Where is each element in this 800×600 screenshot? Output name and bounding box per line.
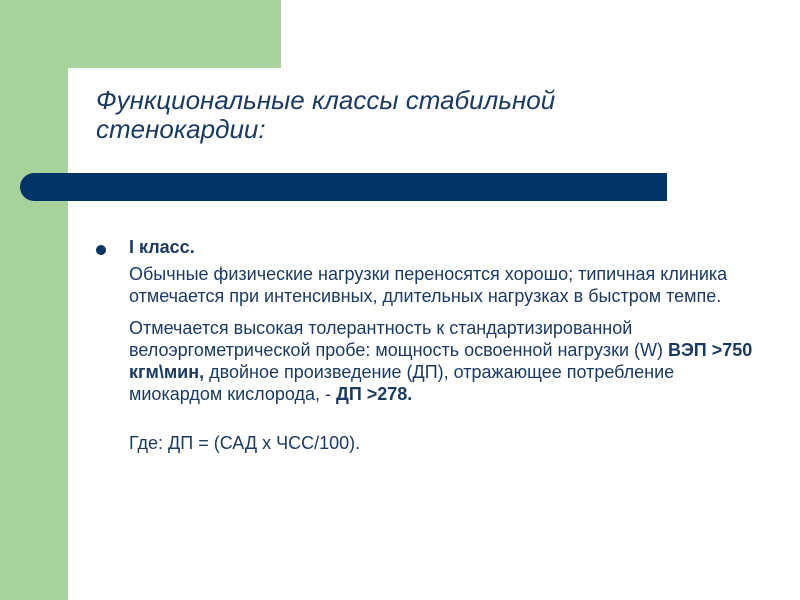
paragraph-2-text-1: Отмечается высокая толерантность к стандартизированной велоэргометрической пробе: мощность освоенной нагрузки (W) [129,318,668,360]
formula-line: Где: ДП = (САД х ЧСС/100). [129,433,361,453]
paragraph-2 [129,317,769,405]
title-divider-bar [20,173,667,201]
slide-title-line1: Функциональные классы стабильной [96,85,556,115]
decor-green-left [0,0,68,600]
bullet-content [129,236,769,454]
paragraph-2-text-2: двойное произведение (ДП), отражающее потребление миокардом кислорода, - [129,362,675,404]
paragraph-2-bold-1: ВЭП >750 кгм\мин, [129,340,753,382]
bullet-title: I класс. [129,237,195,257]
slide-title [96,86,746,144]
paragraph-2-bold-2: ДП >278. [336,384,413,404]
slide-title-line2: стенокардии: [96,114,266,144]
bullet-dot-icon [96,245,106,255]
paragraph-1: Обычные физические нагрузки переносятся хорошо; типичная клиника отмечается при интенсивных, длительных нагрузках в быстром темпе. [129,264,728,306]
